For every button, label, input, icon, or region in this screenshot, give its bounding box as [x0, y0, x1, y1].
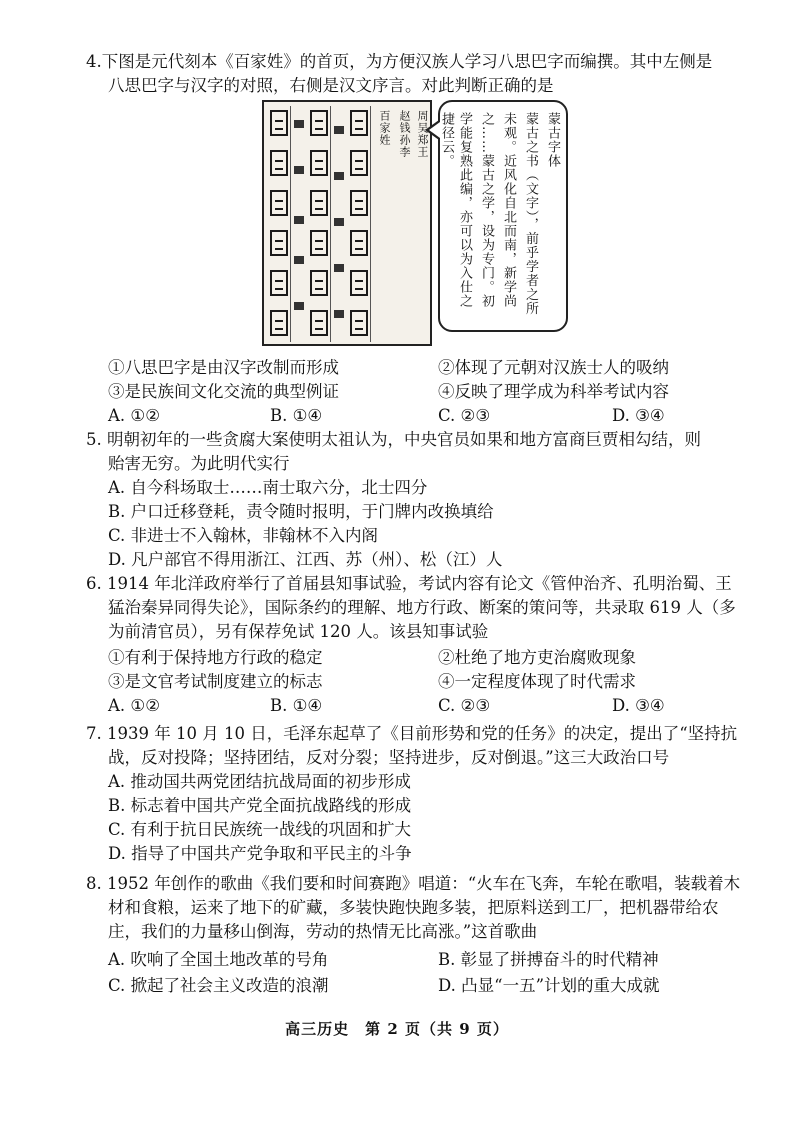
- question-4-choice-a[interactable]: A. ①②: [108, 406, 160, 425]
- question-5-stem: [86, 428, 726, 476]
- question-8-stem-line-2: 材和食粮，运来了地下的矿藏，多装快跑快跑多装，把原料送到工厂，把机器带给农: [108, 898, 719, 917]
- callout-column-5: 捷径云。: [439, 112, 454, 168]
- question-8-stem-line-3: 庄，我们的力量移山倒海，劳动的热情无比高涨。”这首歌曲: [108, 922, 538, 941]
- book-column-label-2: 赵钱孙李: [398, 110, 411, 158]
- callout-column-3: 之……蒙古之学，设为专门。初: [479, 112, 494, 308]
- question-6-stem-line-2: 猛治秦异同得失论》，国际条约的理解、地方行政、断案的策问等，共录取 619 人（多: [108, 598, 736, 617]
- question-4-statement-4: ④反映了理学成为科举考试内容: [438, 382, 669, 401]
- callout-column-4: 学能复熟此编，亦可以为入仕之: [457, 112, 472, 308]
- book-column-label-1: 百家姓: [378, 110, 391, 146]
- question-8-stem-line-1: 8. 1952 年创作的歌曲《我们要和时间赛跑》唱道：“火车在飞奔，车轮在歌唱，装载着木: [86, 874, 741, 893]
- callout-pointer-fill: [429, 122, 440, 138]
- question-6-stem-line-3: 为前清官员），另有保荐免试 120 人。该县知事试验: [108, 622, 489, 641]
- question-6-choice-a[interactable]: A. ①②: [108, 696, 160, 715]
- question-8-choice-c[interactable]: C. 掀起了社会主义改造的浪潮: [108, 976, 329, 995]
- question-8-stem: [86, 872, 741, 944]
- question-4-choice-c[interactable]: C. ②③: [438, 406, 491, 425]
- preface-callout: [438, 100, 568, 332]
- question-4-stem-line-1: 4.下图是元代刻本《百家姓》的首页，为方便汉族人学习八思巴字而编撰。其中左侧是: [86, 52, 713, 71]
- baijiaxing-figure: [262, 100, 570, 346]
- question-7-stem-line-1: 7. 1939 年 10 月 10 日，毛泽东起草了《目前形势和党的任务》的决定，提出了“坚持抗: [86, 724, 738, 743]
- question-6-choice-d[interactable]: D. ③④: [612, 696, 665, 715]
- question-7-options: [108, 770, 412, 866]
- page-footer: 高三历史 第 2 页（共 9 页）: [285, 1020, 509, 1038]
- question-4-choice-b[interactable]: B. ①④: [270, 406, 323, 425]
- question-5-choice-d[interactable]: D. 凡户部官不得用浙江、江西、苏（州）、松（江）人: [108, 550, 503, 569]
- question-5-options: [108, 476, 502, 572]
- question-5-choice-c[interactable]: C. 非进士不入翰林，非翰林不入内阁: [108, 526, 379, 545]
- question-7-stem-line-2: 战，反对投降；坚持团结，反对分裂；坚持进步，反对倒退。”这三大政治口号: [108, 748, 670, 767]
- callout-column-2: 未观。近风化自北而南，新学尚: [501, 112, 516, 308]
- question-6-stem: [86, 572, 736, 644]
- question-4-stem: [86, 50, 726, 98]
- question-4-stem-line-2: 八思巴字与汉字的对照，右侧是汉文序言。对此判断正确的是: [108, 76, 554, 95]
- question-5-choice-a[interactable]: A. 自今科场取士……南士取六分，北士四分: [108, 478, 428, 497]
- question-4-statement-1: ①八思巴字是由汉字改制而形成: [108, 358, 339, 377]
- question-4-statement-3: ③是民族间文化交流的典型例证: [108, 382, 339, 401]
- question-8-choice-a[interactable]: A. 吹响了全国土地改革的号角: [108, 950, 329, 969]
- question-6-choice-b[interactable]: B. ①④: [270, 696, 323, 715]
- question-7-stem: [86, 722, 738, 770]
- question-8-choice-d[interactable]: D. 凸显“一五”计划的重大成就: [438, 976, 660, 995]
- question-6-statement-2: ②杜绝了地方吏治腐败现象: [438, 648, 636, 667]
- question-7-choice-c[interactable]: C. 有利于抗日民族统一战线的巩固和扩大: [108, 820, 412, 839]
- question-6-statement-3: ③是文官考试制度建立的标志: [108, 672, 323, 691]
- question-6-statement-4: ④一定程度体现了时代需求: [438, 672, 636, 691]
- question-7-choice-b[interactable]: B. 标志着中国共产党全面抗战路线的形成: [108, 796, 412, 815]
- callout-column-1: 蒙古之书（文字），前乎学者之所: [523, 112, 538, 316]
- question-4-choice-d[interactable]: D. ③④: [612, 406, 665, 425]
- question-5-choice-b[interactable]: B. 户口迁移登耗，责令随时报明，于门牌内改换填给: [108, 502, 494, 521]
- question-6-stem-line-1: 6. 1914 年北洋政府举行了首届县知事试验，考试内容有论文《管仲治齐、孔明治蜀、王: [86, 574, 732, 593]
- question-5-stem-line-2: 贻害无穷。为此明代实行: [108, 454, 290, 473]
- question-6-choice-c[interactable]: C. ②③: [438, 696, 491, 715]
- question-7-choice-d[interactable]: D. 指导了中国共产党争取和平民主的斗争: [108, 844, 412, 863]
- callout-title: 蒙古字体: [545, 112, 560, 168]
- question-7-choice-a[interactable]: A. 推动国共两党团结抗战局面的初步形成: [108, 772, 411, 791]
- question-6-statement-1: ①有利于保持地方行政的稳定: [108, 648, 323, 667]
- question-5-stem-line-1: 5. 明朝初年的一些贪腐大案使明太祖认为，中央官员如果和地方富商巨贾相勾结，则: [86, 430, 701, 449]
- book-column-label-3: 周吴郑王: [416, 110, 429, 158]
- question-8-choice-b[interactable]: B. 彰显了拼搏奋斗的时代精神: [438, 950, 659, 969]
- book-page-image: [262, 100, 432, 346]
- question-4-statement-2: ②体现了元朝对汉族士人的吸纳: [438, 358, 669, 377]
